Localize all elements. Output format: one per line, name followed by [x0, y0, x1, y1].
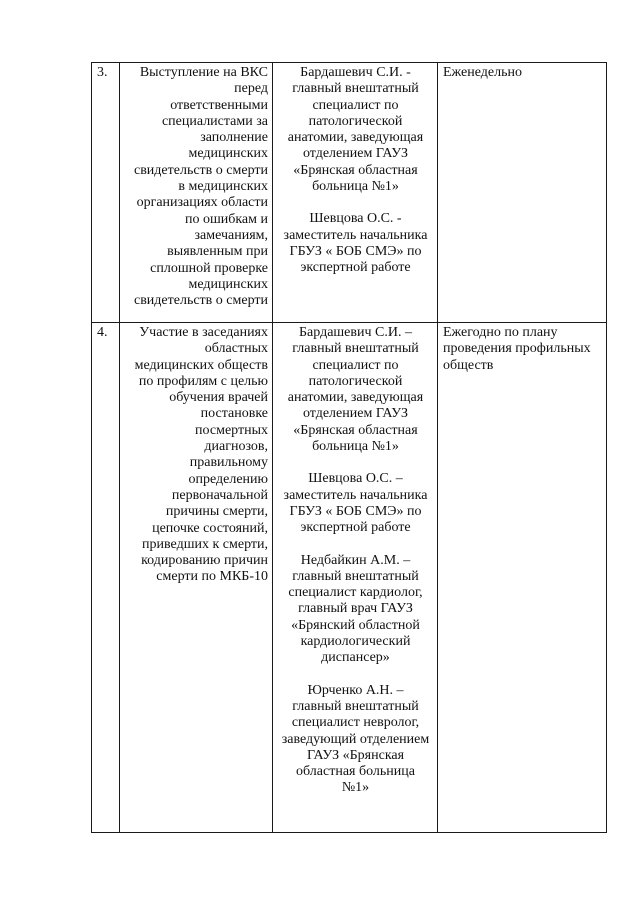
- row-number: 4.: [97, 325, 108, 340]
- text-line: диагнозов,: [204, 439, 268, 455]
- text-line: посмертных: [195, 422, 268, 438]
- text-line: больница №1»: [312, 439, 399, 455]
- text-line: главный внештатный: [292, 568, 419, 584]
- text-line: заполнение: [200, 130, 268, 146]
- text-line: Ежегодно по плану: [443, 325, 558, 340]
- text-line: Еженедельно: [443, 65, 522, 80]
- row-number: 3.: [97, 65, 108, 80]
- responsible-cell: [273, 63, 438, 323]
- plan-table: [91, 62, 607, 833]
- text-line: смерти по МКБ-10: [156, 569, 268, 585]
- text-line: сплошной проверке: [150, 260, 268, 276]
- responsible-person: [278, 553, 433, 667]
- text-line: областная больница: [296, 764, 415, 780]
- text-line: кодированию причин: [141, 553, 268, 569]
- text-line: заместитель начальника: [283, 227, 428, 243]
- text-line: приведших к смерти,: [142, 536, 268, 552]
- responsible-person: [278, 683, 433, 797]
- text-line: диспансер»: [321, 650, 390, 666]
- text-line: перед: [234, 81, 268, 97]
- text-line: отделением ГАУЗ: [302, 146, 409, 162]
- text-line: причины смерти,: [165, 504, 268, 520]
- text-line: главный внештатный: [292, 698, 419, 714]
- responsible-person: [278, 471, 433, 536]
- text-line: организациях области: [136, 195, 268, 211]
- text-line: правильному: [189, 455, 268, 471]
- text-line: проведения профильных: [443, 341, 591, 357]
- text-line: определению: [188, 471, 268, 487]
- text-line: Участие в заседаниях: [139, 325, 268, 340]
- text-line: постановке: [200, 406, 268, 422]
- text-line: патологической: [308, 113, 403, 129]
- text-line: специалист кардиолог,: [288, 585, 423, 601]
- text-line: Недбайкин А.М. –: [300, 552, 411, 568]
- text-line: по ошибкам и: [184, 211, 268, 227]
- text-line: главный внештатный: [292, 341, 419, 357]
- text-line: главный внештатный: [292, 81, 419, 97]
- table-row: [92, 63, 607, 323]
- text-line: ГБУЗ « БОБ СМЭ» по: [289, 503, 422, 519]
- responsible-person: [278, 211, 433, 276]
- text-line: анатомии, заведующая: [287, 390, 424, 406]
- text-line: медицинских: [188, 146, 268, 162]
- text-line: №1»: [341, 780, 370, 796]
- text-line: выявленным при: [167, 244, 268, 260]
- text-line: медицинских: [188, 276, 268, 292]
- responsible-person: [278, 65, 433, 195]
- text-line: специалист по: [312, 357, 399, 373]
- text-line: обучения врачей: [169, 390, 268, 406]
- text-line: заместитель начальника: [283, 487, 428, 503]
- text-line: заведующий отделением: [281, 731, 430, 747]
- responsible-cell: [273, 323, 438, 833]
- responsible-person: [278, 325, 433, 455]
- text-line: в медицинских: [178, 179, 268, 195]
- text-line: «Брянская областная: [293, 162, 418, 178]
- text-line: первоначальной: [171, 487, 268, 503]
- row-number-cell: [92, 323, 120, 833]
- text-line: экспертной работе: [300, 520, 411, 536]
- text-line: свидетельств о смерти: [133, 293, 268, 309]
- text-line: «Брянский областной: [291, 617, 420, 633]
- text-line: Шевцова О.С. –: [308, 471, 403, 487]
- term-cell: [438, 63, 607, 323]
- text-line: свидетельств о смерти: [133, 162, 268, 178]
- row-number-cell: [92, 63, 120, 323]
- text-line: Выступление на ВКС: [139, 65, 268, 80]
- text-line: обществ: [443, 357, 494, 373]
- text-line: специалистами за: [161, 113, 268, 129]
- text-line: анатомии, заведующая: [287, 130, 424, 146]
- text-line: отделением ГАУЗ: [302, 406, 409, 422]
- text-line: ответственными: [170, 97, 268, 113]
- text-line: патологической: [308, 373, 403, 389]
- text-line: экспертной работе: [300, 260, 411, 276]
- text-line: «Брянская областная: [293, 422, 418, 438]
- text-line: замечаниям,: [194, 227, 268, 243]
- text-line: цепочке состояний,: [152, 520, 268, 536]
- text-line: Бардашевич С.И. –: [299, 325, 412, 340]
- text-line: ГАУЗ «Брянская: [306, 747, 405, 763]
- table-row: [92, 323, 607, 833]
- text-line: больница №1»: [312, 179, 399, 195]
- activity-cell: [120, 323, 273, 833]
- activity-cell: [120, 63, 273, 323]
- text-line: Шевцова О.С. -: [309, 211, 402, 227]
- text-line: по профилям с целью: [138, 373, 268, 389]
- text-line: Юрченко А.Н. –: [307, 682, 404, 698]
- text-line: Бардашевич С.И. -: [300, 65, 411, 80]
- text-line: главный врач ГАУЗ: [298, 601, 413, 617]
- term-cell: [438, 323, 607, 833]
- text-line: кардиологический: [300, 634, 411, 650]
- text-line: специалист по: [312, 97, 399, 113]
- text-line: областных: [204, 341, 268, 357]
- text-line: ГБУЗ « БОБ СМЭ» по: [289, 243, 422, 259]
- text-line: специалист невролог,: [291, 715, 420, 731]
- text-line: медицинских обществ: [134, 357, 268, 373]
